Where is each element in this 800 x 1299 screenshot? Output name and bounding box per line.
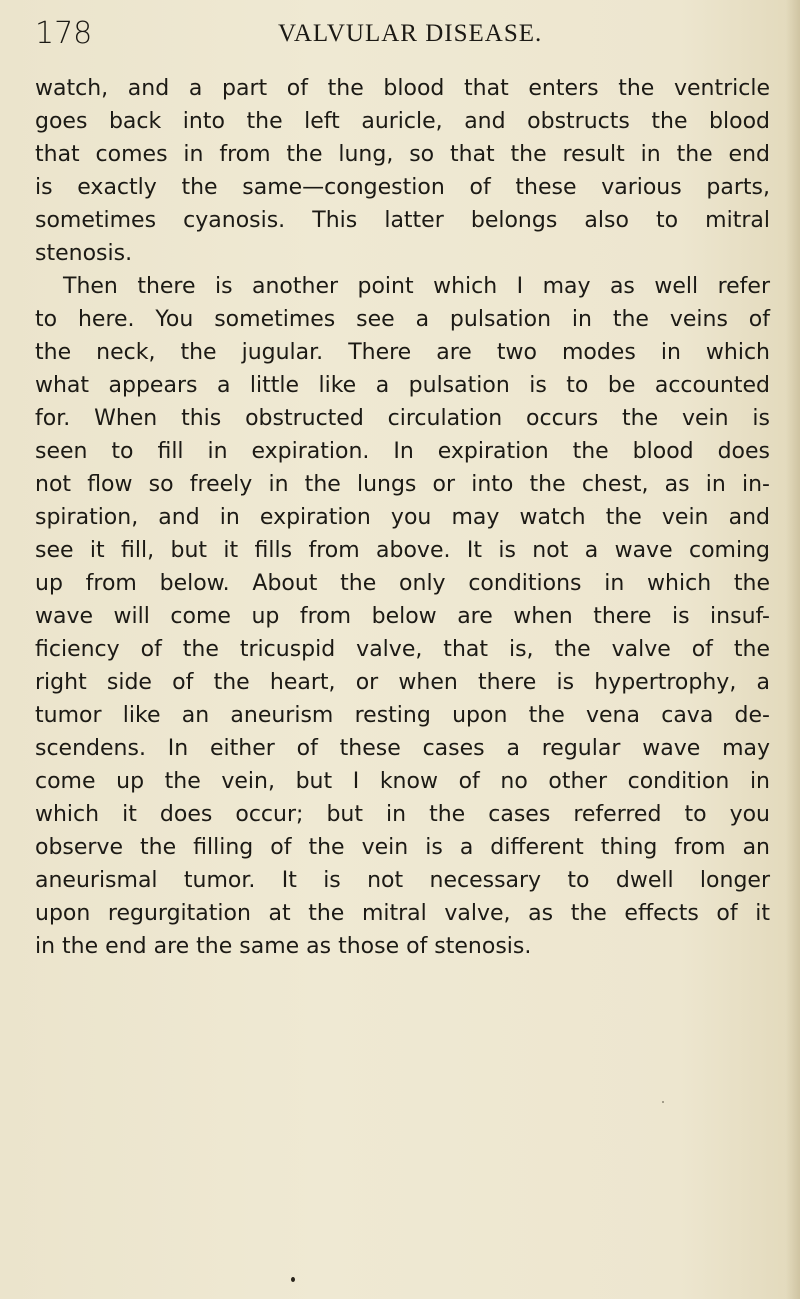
text-line: upon regurgitation at the mitral valve, as the effects of it <box>35 901 770 926</box>
text-line: aneurismal tumor. It is not necessary to dwell longer <box>35 868 770 893</box>
text-line: ficiency of the tricuspid valve, that is, the valve of the <box>35 637 770 662</box>
text-line: up from below. About the only conditions in which the <box>35 571 770 596</box>
text-line: goes back into the left auricle, and obstructs the blood <box>35 109 770 134</box>
text-line: watch, and a part of the blood that enters the ventricle <box>35 76 770 101</box>
text-line: not flow so freely in the lungs or into the chest, as in in- <box>35 472 770 497</box>
text-line: sometimes cyanosis. This latter belongs also to mitral <box>35 208 770 233</box>
text-line: come up the vein, but I know of no other condition in <box>35 769 770 794</box>
text-line: is exactly the same—congestion of these various parts, <box>35 175 770 200</box>
text-line: that comes in from the lung, so that the result in the end <box>35 142 770 167</box>
running-head: VALVULAR DISEASE. <box>278 20 543 47</box>
text-line: the neck, the jugular. There are two modes in which <box>35 340 770 365</box>
text-line: seen to fill in expiration. In expiration the blood does <box>35 439 770 464</box>
text-line: what appears a little like a pulsation is to be accounted <box>35 373 770 398</box>
page-edge-shadow <box>786 0 800 1299</box>
text-line: wave will come up from below are when there is insuf- <box>35 604 770 629</box>
paper-speck <box>291 1277 295 1282</box>
text-line: tumor like an aneurism resting upon the vena cava de- <box>35 703 770 728</box>
text-line: right side of the heart, or when there is hypertrophy, a <box>35 670 770 695</box>
page-number: 178 <box>35 16 93 51</box>
text-line: stenosis. <box>35 241 133 266</box>
page-header <box>35 16 770 56</box>
body-text <box>35 72 770 963</box>
text-line: which it does occur; but in the cases referred to you <box>35 802 770 827</box>
text-line: scendens. In either of these cases a regular wave may <box>35 736 770 761</box>
text-line: see it fill, but it fills from above. It is not a wave coming <box>35 538 770 563</box>
text-line: in the end are the same as those of stenosis. <box>35 934 532 959</box>
text-line: Then there is another point which I may as well refer <box>63 274 770 299</box>
paper-speck <box>662 1101 664 1103</box>
text-line: for. When this obstructed circulation occurs the vein is <box>35 406 770 431</box>
text-line: spiration, and in expiration you may watch the vein and <box>35 505 770 530</box>
text-line: observe the filling of the vein is a different thing from an <box>35 835 770 860</box>
text-line: to here. You sometimes see a pulsation in the veins of <box>35 307 770 332</box>
